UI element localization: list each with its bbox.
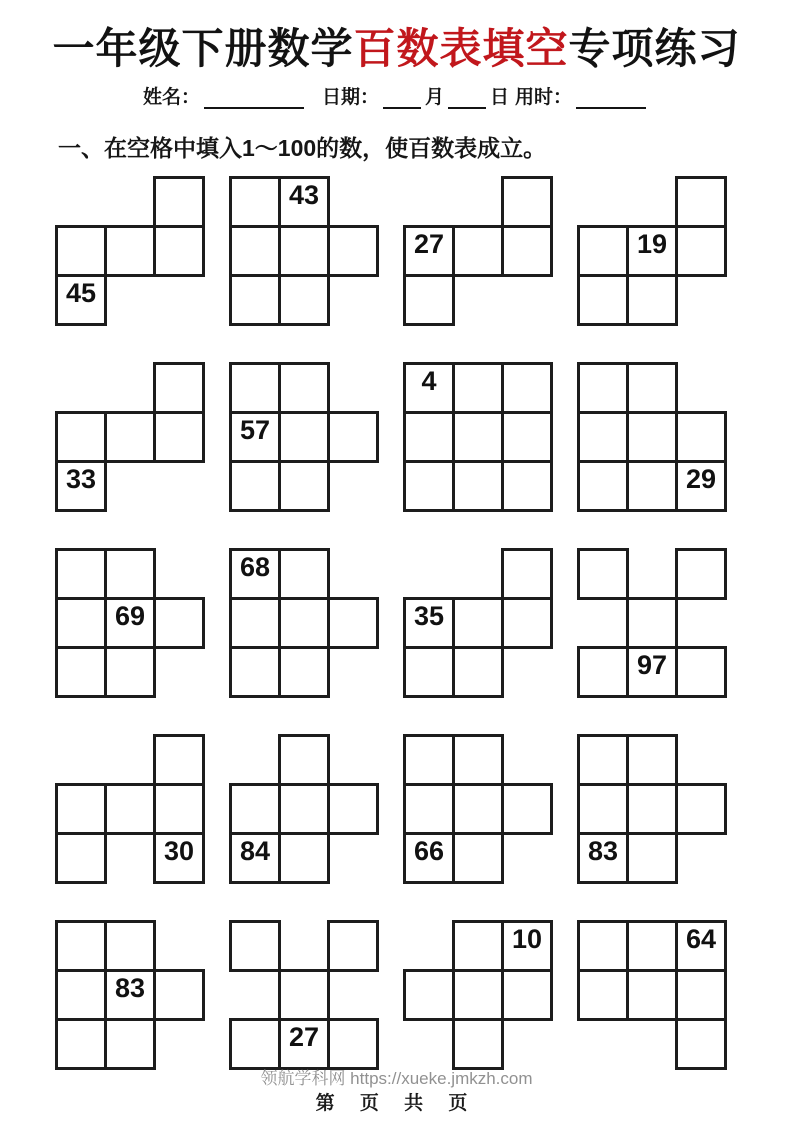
puzzle-cell-blank <box>675 646 727 698</box>
puzzle-cell-given <box>577 832 629 884</box>
puzzle-cell-blank <box>229 176 281 228</box>
puzzle-cell-blank <box>327 597 379 649</box>
puzzle-cell-blank <box>577 362 629 414</box>
puzzle-cell-blank <box>278 274 330 326</box>
puzzle-cell-blank <box>153 176 205 228</box>
puzzle-cell-blank <box>452 734 504 786</box>
puzzle-cell-blank <box>403 646 455 698</box>
puzzle-cell-blank <box>577 225 629 277</box>
puzzle-grid-1 <box>55 176 205 326</box>
puzzle-cell-given <box>403 832 455 884</box>
cell-number: 84 <box>239 836 271 866</box>
puzzle-cell-given <box>104 597 156 649</box>
puzzle-cell-blank <box>452 646 504 698</box>
cell-number: 10 <box>511 924 543 954</box>
puzzle-cell-blank <box>229 225 281 277</box>
puzzle-cell-blank <box>501 362 553 414</box>
puzzle-cell-blank <box>55 969 107 1021</box>
puzzle-cell-blank <box>55 646 107 698</box>
puzzle-cell-blank <box>55 225 107 277</box>
cell-number: 4 <box>421 366 437 396</box>
puzzle-cell-blank <box>278 362 330 414</box>
puzzle-cell-blank <box>452 783 504 835</box>
cell-number: 29 <box>685 464 717 494</box>
name-label: 姓名： <box>142 87 200 108</box>
puzzle-cell-blank <box>55 411 107 463</box>
puzzle-cell-blank <box>104 548 156 600</box>
puzzle-cell-blank <box>501 176 553 228</box>
day-label: 日 <box>490 87 510 108</box>
puzzle-cell-blank <box>278 460 330 512</box>
puzzle-grid-10 <box>229 548 379 698</box>
puzzle-cell-blank <box>577 548 629 600</box>
cell-number: 68 <box>239 552 271 582</box>
puzzle-cell-blank <box>104 411 156 463</box>
puzzle-cell-blank <box>577 920 629 972</box>
puzzle-cell-blank <box>327 411 379 463</box>
cell-number: 83 <box>587 836 619 866</box>
puzzle-cell-blank <box>229 1018 281 1070</box>
puzzle-cell-blank <box>675 783 727 835</box>
puzzle-grid-17 <box>55 920 205 1070</box>
cell-number: 19 <box>636 229 668 259</box>
cell-number: 30 <box>163 836 195 866</box>
cell-number: 27 <box>288 1022 320 1052</box>
cell-number: 66 <box>413 836 445 866</box>
puzzle-cell-blank <box>278 225 330 277</box>
puzzle-cell-blank <box>403 411 455 463</box>
puzzle-cell-blank <box>278 969 330 1021</box>
puzzle-cell-blank <box>403 783 455 835</box>
puzzle-cell-blank <box>55 832 107 884</box>
cell-number: 64 <box>685 924 717 954</box>
puzzle-cell-given <box>501 920 553 972</box>
puzzle-cell-blank <box>675 1018 727 1070</box>
puzzle-cell-blank <box>577 460 629 512</box>
puzzle-cell-given <box>403 362 455 414</box>
puzzle-cell-blank <box>403 460 455 512</box>
puzzle-cell-blank <box>403 274 455 326</box>
puzzle-cell-blank <box>675 411 727 463</box>
puzzle-cell-blank <box>501 548 553 600</box>
puzzle-grid-6 <box>229 362 379 512</box>
puzzle-cell-blank <box>501 969 553 1021</box>
puzzle-cell-blank <box>278 646 330 698</box>
puzzle-grid-13 <box>55 734 205 884</box>
puzzle-cell-blank <box>452 460 504 512</box>
puzzle-cell-given <box>626 646 678 698</box>
puzzle-cell-blank <box>626 362 678 414</box>
puzzle-grid-8 <box>577 362 727 512</box>
puzzle-cell-blank <box>452 1018 504 1070</box>
puzzle-cell-blank <box>452 832 504 884</box>
puzzle-cell-blank <box>229 362 281 414</box>
cell-number: 35 <box>413 601 445 631</box>
puzzle-grid-4 <box>577 176 727 326</box>
cell-number: 97 <box>636 650 668 680</box>
puzzle-cell-blank <box>327 920 379 972</box>
puzzle-cell-blank <box>577 646 629 698</box>
puzzle-cell-given <box>153 832 205 884</box>
puzzle-cell-given <box>403 225 455 277</box>
watermark-text: 领航学科网 https://xueke.jmkzh.com <box>260 1069 533 1088</box>
puzzle-cell-given <box>229 832 281 884</box>
puzzle-cell-blank <box>501 597 553 649</box>
cell-number: 45 <box>65 278 97 308</box>
puzzle-cell-blank <box>626 274 678 326</box>
puzzle-cell-blank <box>626 734 678 786</box>
cell-number: 69 <box>114 601 146 631</box>
puzzle-cell-blank <box>153 969 205 1021</box>
puzzle-cell-blank <box>452 597 504 649</box>
puzzle-cell-blank <box>501 225 553 277</box>
puzzle-cell-blank <box>104 225 156 277</box>
title-part-left: 一年级下册数学 <box>52 25 354 72</box>
puzzle-cell-blank <box>626 460 678 512</box>
puzzle-cell-blank <box>153 597 205 649</box>
puzzle-cell-blank <box>452 225 504 277</box>
cell-number: 27 <box>413 229 445 259</box>
puzzle-cell-blank <box>577 411 629 463</box>
puzzle-cell-blank <box>104 1018 156 1070</box>
puzzle-grid-20 <box>577 920 727 1070</box>
puzzle-cell-blank <box>403 969 455 1021</box>
puzzle-cell-blank <box>403 734 455 786</box>
puzzle-cell-blank <box>452 969 504 1021</box>
cell-number: 83 <box>114 973 146 1003</box>
puzzle-cell-blank <box>626 920 678 972</box>
puzzle-cell-given <box>675 460 727 512</box>
puzzle-cell-given <box>278 176 330 228</box>
puzzle-cell-given <box>626 225 678 277</box>
puzzle-cell-blank <box>626 783 678 835</box>
month-label: 月 <box>424 87 444 108</box>
puzzle-grid-11 <box>403 548 553 698</box>
puzzle-cell-blank <box>675 176 727 228</box>
puzzle-cell-blank <box>626 597 678 649</box>
puzzle-cell-given <box>55 460 107 512</box>
page-number-line: 第 页 共 页 <box>315 1093 478 1114</box>
puzzle-cell-blank <box>278 734 330 786</box>
date-label: 日期： <box>321 87 379 108</box>
puzzle-cell-blank <box>452 920 504 972</box>
puzzle-grid-19 <box>403 920 553 1070</box>
puzzle-cell-blank <box>626 411 678 463</box>
puzzle-cell-blank <box>626 832 678 884</box>
puzzle-grid-12 <box>577 548 727 698</box>
puzzle-cell-blank <box>104 920 156 972</box>
cell-number: 33 <box>65 464 97 494</box>
puzzle-cell-blank <box>626 969 678 1021</box>
puzzle-cell-blank <box>104 646 156 698</box>
puzzle-cell-blank <box>577 969 629 1021</box>
puzzle-cell-blank <box>577 783 629 835</box>
puzzle-cell-blank <box>229 783 281 835</box>
title-part-right: 专项练习 <box>568 25 741 72</box>
puzzle-grid-18 <box>229 920 379 1070</box>
cell-number: 43 <box>288 180 320 210</box>
puzzle-cell-blank <box>501 783 553 835</box>
puzzle-cell-blank <box>229 274 281 326</box>
puzzle-cell-blank <box>229 460 281 512</box>
puzzle-cell-blank <box>153 225 205 277</box>
puzzle-grid-7 <box>403 362 553 512</box>
title-part-highlight: 百数表填空 <box>353 25 569 72</box>
cell-number: 57 <box>239 415 271 445</box>
puzzle-cell-given <box>55 274 107 326</box>
puzzle-cell-blank <box>501 411 553 463</box>
puzzle-cell-given <box>403 597 455 649</box>
puzzle-grid-3 <box>403 176 553 326</box>
puzzle-cell-given <box>104 969 156 1021</box>
section-instruction: 一、在空格中填入1～100的数，使百数表成立。 <box>58 135 547 161</box>
puzzle-grid-2 <box>229 176 379 326</box>
puzzle-cell-blank <box>55 920 107 972</box>
puzzle-cell-blank <box>153 734 205 786</box>
puzzle-cell-blank <box>55 1018 107 1070</box>
puzzle-cell-blank <box>452 362 504 414</box>
puzzle-grid-15 <box>403 734 553 884</box>
puzzle-cell-blank <box>229 646 281 698</box>
puzzle-cell-blank <box>675 225 727 277</box>
puzzle-cell-blank <box>153 362 205 414</box>
puzzle-cell-blank <box>278 548 330 600</box>
puzzle-grid-16 <box>577 734 727 884</box>
puzzle-cell-blank <box>229 920 281 972</box>
puzzle-cell-blank <box>452 411 504 463</box>
puzzle-cell-blank <box>278 783 330 835</box>
puzzle-cell-blank <box>55 548 107 600</box>
puzzle-cell-blank <box>229 597 281 649</box>
puzzle-cell-blank <box>278 411 330 463</box>
puzzle-cell-blank <box>501 460 553 512</box>
puzzle-grid-9 <box>55 548 205 698</box>
puzzle-cell-given <box>229 548 281 600</box>
puzzle-cell-blank <box>577 274 629 326</box>
puzzle-cell-blank <box>278 832 330 884</box>
puzzle-cell-given <box>278 1018 330 1070</box>
time-label: 用时： <box>515 87 573 108</box>
puzzle-cell-given <box>229 411 281 463</box>
puzzle-cell-blank <box>577 734 629 786</box>
puzzle-cell-blank <box>153 411 205 463</box>
puzzle-cell-blank <box>327 225 379 277</box>
puzzle-grid-14 <box>229 734 379 884</box>
puzzle-cell-blank <box>327 1018 379 1070</box>
puzzle-cell-given <box>675 920 727 972</box>
puzzle-cell-blank <box>55 783 107 835</box>
puzzle-cell-blank <box>278 597 330 649</box>
puzzle-cell-blank <box>55 597 107 649</box>
puzzle-cell-blank <box>153 783 205 835</box>
puzzle-cell-blank <box>675 969 727 1021</box>
puzzle-cell-blank <box>327 783 379 835</box>
puzzle-cell-blank <box>104 783 156 835</box>
puzzle-grid-5 <box>55 362 205 512</box>
puzzle-cell-blank <box>675 548 727 600</box>
